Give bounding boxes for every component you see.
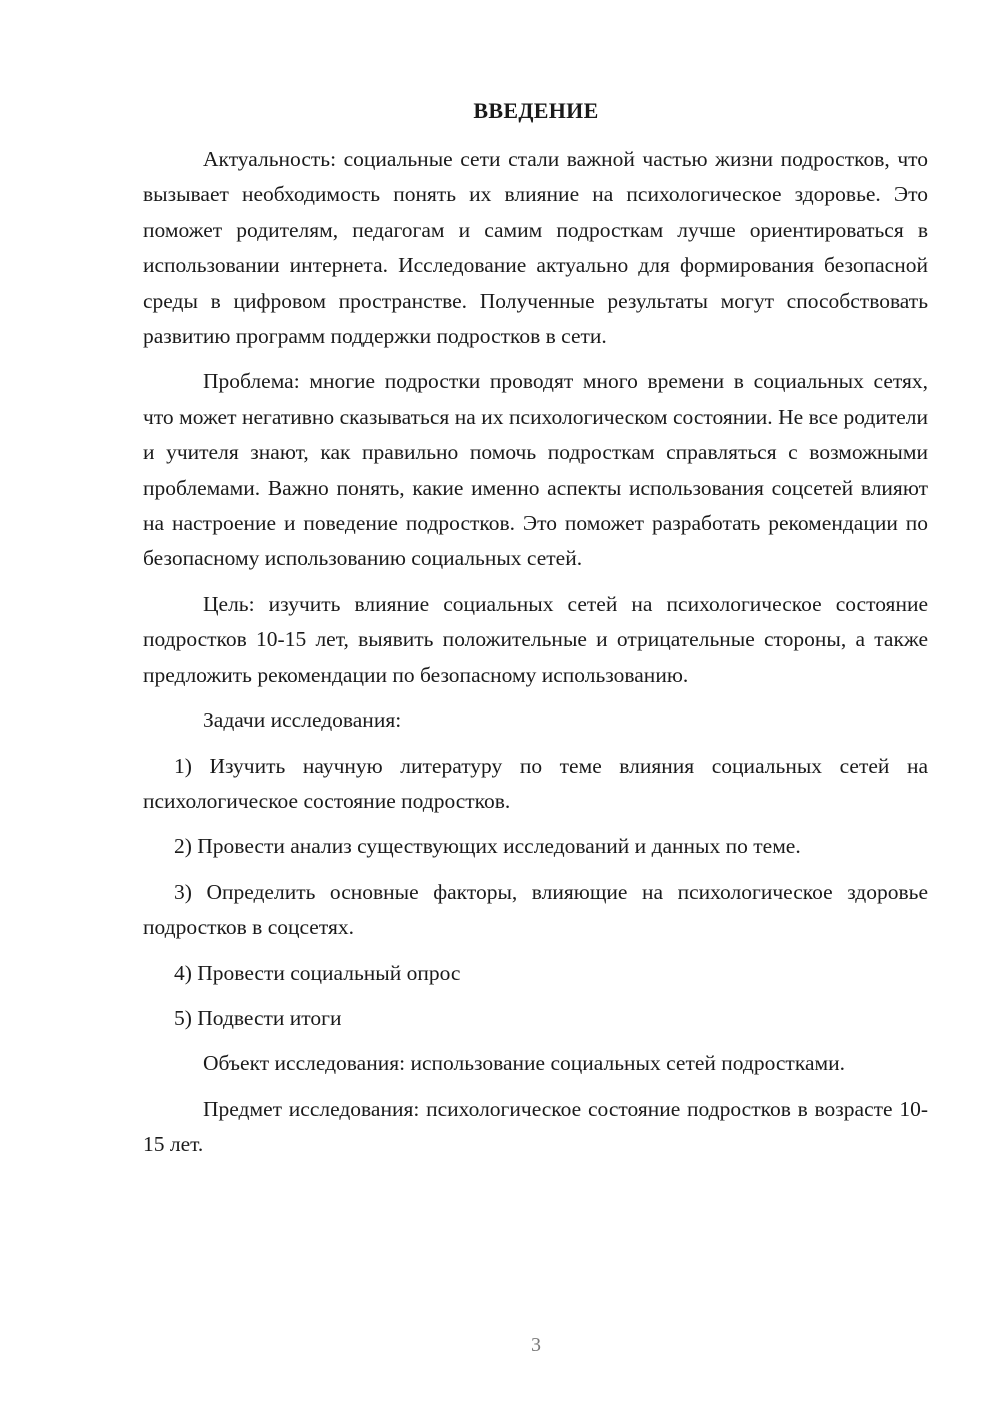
tasks-heading: Задачи исследования: [203, 708, 402, 733]
paragraph-goal: Цель: изучить влияние социальных сетей на психологическое состояние подростков 10-15 лет, выявить положительные и отрицательные стороны, а также предложить рекомендации по безопасному использованию. [143, 591, 928, 687]
task-item-3: 3) Определить основные факторы, влияющие на психологическое здоровье подростков в соцсетях. [143, 879, 928, 940]
paragraph-relevance: Актуальность: социальные сети стали важной частью жизни подростков, что вызывает необходимость понять их влияние на психологическое здоровье. Это поможет родителям, педагогам и самим подросткам лучше ориентироваться в использовании интернета. Исследование актуально для формирования безопасной среды в цифровом пространстве. Полученные результаты могут способствовать развитию программ поддержки подростков в сети. [143, 147, 928, 349]
task-item-4: 4) Провести социальный опрос [174, 960, 461, 985]
paragraph-object: Объект исследования: использование социальных сетей подростками. [203, 1051, 845, 1076]
page-number: 3 [531, 1334, 541, 1356]
paragraph-subject: Предмет исследования: психологическое состояние подростков в возрасте 10-15 лет. [143, 1096, 928, 1157]
task-item-1: 1) Изучить научную литературу по теме влияния социальных сетей на психологическое состояние подростков. [143, 753, 928, 813]
paragraph-problem: Проблема: многие подростки проводят много времени в социальных сетях, что может негативно сказываться на их психологическом состоянии. Не все родители и учителя знают, как правильно помочь подросткам справляться с возможными проблемами. Важно понять, какие именно аспекты использования соцсетей влияют на настроение и поведение подростков. Это поможет разработать рекомендации по безопасному использованию социальных сетей. [143, 369, 928, 571]
task-item-2: 2) Провести анализ существующих исследований и данных по теме. [174, 834, 801, 859]
page-title: ВВЕДЕНИЕ [473, 98, 599, 123]
task-item-5: 5) Подвести итоги [174, 1005, 342, 1030]
document-body [143, 142, 928, 1173]
